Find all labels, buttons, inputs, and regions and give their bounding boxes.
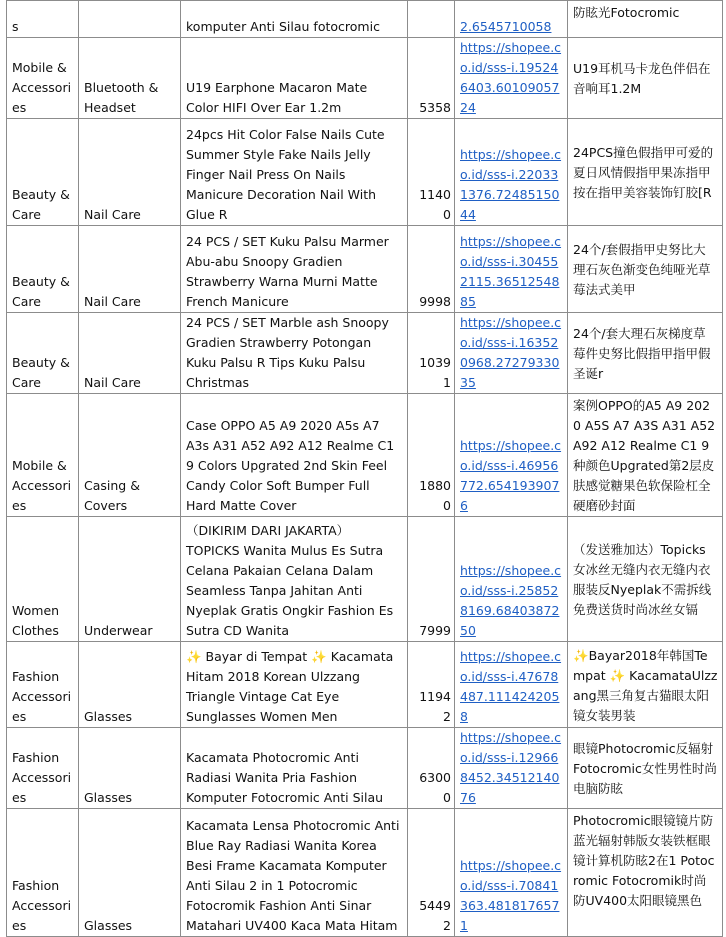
- product-name-cell: Kacamata Photocromic Anti Radiasi Wanita Pria Fashion Komputer Fotocromic Anti Silau: [181, 728, 408, 809]
- product-link[interactable]: https://shopee.co.id/sss-i.220331376.7248515044: [460, 147, 562, 222]
- translation-cell: （发送雅加达）Topicks女冰丝无缝内衣无缝内衣服装反Nyeplak不需拆线免费送货时尚冰丝女镉: [568, 517, 723, 642]
- subcategory-cell: Glasses: [79, 728, 181, 809]
- subcategory-cell: Nail Care: [79, 313, 181, 394]
- translation-text: Bayar2018年韩国Tempat ✨ KacamataUlzzang黑三角复古猫眼太阳镜女装男装: [573, 647, 718, 723]
- table-row: [7, 119, 723, 226]
- category-cell: Women Clothes: [7, 517, 79, 642]
- sparkle-icon: ✨: [573, 647, 589, 663]
- sales-cell: 10391: [408, 313, 455, 394]
- link-cell: [455, 226, 568, 313]
- table-row: [7, 1, 723, 38]
- product-name-cell: [181, 642, 408, 728]
- link-cell: [455, 728, 568, 809]
- translation-cell: 眼镜Photocromic反辐射Fotocromic女性男性时尚电脑防眩: [568, 728, 723, 809]
- product-name-cell: （DIKIRIM DARI JAKARTA） TOPICKS Wanita Mulus Es Sutra Celana Pakaian Celana Dalam Seamless Tanpa Jahitan Anti Nyeplak Gratis Ongkir Fashion Es Sutra CD Wanita: [181, 517, 408, 642]
- product-name-cell: komputer Anti Silau fotocromic: [181, 1, 408, 38]
- product-link[interactable]: https://shopee.co.id/sss-i.70841363.4818176571: [460, 858, 562, 933]
- translation-cell: [568, 642, 723, 728]
- link-cell: [455, 313, 568, 394]
- sales-cell: 5358: [408, 38, 455, 119]
- link-cell: [455, 642, 568, 728]
- table-row: [7, 38, 723, 119]
- product-table: [6, 0, 723, 937]
- subcategory-cell: Nail Care: [79, 119, 181, 226]
- category-cell: Fashion Accessories: [7, 728, 79, 809]
- product-name-text: Bayar di Tempat ✨ Kacamata Hitam 2018 Korean Ulzzang Triangle Vintage Cat Eye Sunglasses Women Men: [186, 649, 394, 724]
- category-cell: Mobile & Accessories: [7, 394, 79, 517]
- sales-cell: 7999: [408, 517, 455, 642]
- translation-cell: 24个/套大理石灰梯度草莓件史努比假指甲指甲假圣诞r: [568, 313, 723, 394]
- link-cell: [455, 394, 568, 517]
- sales-cell: [408, 1, 455, 38]
- product-link[interactable]: https://shopee.co.id/sss-i.304552115.3651254885: [460, 234, 562, 309]
- sales-cell: 18800: [408, 394, 455, 517]
- subcategory-cell: [79, 1, 181, 38]
- product-link[interactable]: https://shopee.co.id/sss-i.258528169.6840387250: [460, 563, 562, 638]
- translation-cell: 24PCS撞色假指甲可爱的夏日风情假指甲果冻指甲按在指甲美容装饰钉胶[R: [568, 119, 723, 226]
- product-name-cell: Kacamata Lensa Photocromic Anti Blue Ray Radiasi Wanita Korea Besi Frame Kacamata Komputer Anti Silau 2 in 1 Potocromic Fotocromik Fashion Anti Sinar Matahari UV400 Kaca Mata Hitam: [181, 809, 408, 937]
- table-row: [7, 728, 723, 809]
- product-link[interactable]: https://shopee.co.id/sss-i.129668452.3451214076: [460, 730, 562, 805]
- product-name-cell: U19 Earphone Macaron Mate Color HIFI Over Ear 1.2m: [181, 38, 408, 119]
- table-row: [7, 313, 723, 394]
- subcategory-cell: Nail Care: [79, 226, 181, 313]
- category-cell: Beauty & Care: [7, 119, 79, 226]
- product-link[interactable]: https://shopee.co.id/sss-i.163520968.2727933035: [460, 315, 562, 390]
- translation-cell: Photocromic眼镜镜片防蓝光辐射韩版女装铁框眼镜计算机防眩2在1 Potocromic Fotocromik时尚防UV400太阳眼镜黑色: [568, 809, 723, 937]
- sales-cell: 11400: [408, 119, 455, 226]
- product-link[interactable]: https://shopee.co.id/sss-i.195246403.6010905724: [460, 40, 562, 115]
- sales-cell: 63000: [408, 728, 455, 809]
- product-name-cell: 24pcs Hit Color False Nails Cute Summer Style Fake Nails Jelly Finger Nail Press On Nails Manicure Decoration Nail With Glue R: [181, 119, 408, 226]
- product-link[interactable]: https://shopee.co.id/sss-i.47678487.1114242058: [460, 649, 562, 724]
- product-name-cell: 24 PCS / SET Marble ash Snoopy Gradien Strawberry Potongan Kuku Palsu R Tips Kuku Palsu Christmas: [181, 313, 408, 394]
- link-cell: [455, 1, 568, 38]
- sales-cell: 54492: [408, 809, 455, 937]
- product-link[interactable]: https://shopee.co.id/sss-i.46956772.6541939076: [460, 438, 562, 513]
- subcategory-cell: Underwear: [79, 517, 181, 642]
- subcategory-cell: Casing & Covers: [79, 394, 181, 517]
- category-cell: Mobile & Accessories: [7, 38, 79, 119]
- link-cell: [455, 119, 568, 226]
- category-cell: Fashion Accessories: [7, 809, 79, 937]
- sales-cell: 9998: [408, 226, 455, 313]
- category-cell: Beauty & Care: [7, 313, 79, 394]
- product-name-cell: Case OPPO A5 A9 2020 A5s A7 A3s A31 A52 A92 A12 Realme C1 9 Colors Upgrated 2nd Skin Feel Candy Color Soft Bumper Full Hard Matte Cover: [181, 394, 408, 517]
- translation-cell: 案例OPPO的A5 A9 2020 A5S A7 A3S A31 A52 A92 A12 Realme C1 9种颜色Upgrated第2层皮肤感觉糖果色软保险杠全硬磨砂封面: [568, 394, 723, 517]
- subcategory-cell: Glasses: [79, 809, 181, 937]
- table-row: [7, 517, 723, 642]
- category-cell: s: [7, 1, 79, 38]
- link-cell: [455, 517, 568, 642]
- category-cell: Fashion Accessories: [7, 642, 79, 728]
- table-row: [7, 642, 723, 728]
- translation-cell: 24个/套假指甲史努比大理石灰色渐变色纯哑光草莓法式美甲: [568, 226, 723, 313]
- table-row: [7, 809, 723, 937]
- category-cell: Beauty & Care: [7, 226, 79, 313]
- translation-cell: 防眩光Fotocromic: [568, 1, 723, 38]
- translation-cell: U19耳机马卡龙色伴侣在音响耳1.2M: [568, 38, 723, 119]
- link-cell: [455, 38, 568, 119]
- sparkle-icon: ✨: [186, 649, 202, 664]
- product-link[interactable]: 2.6545710058: [460, 19, 552, 34]
- sales-cell: 11942: [408, 642, 455, 728]
- table-row: [7, 226, 723, 313]
- product-name-cell: 24 PCS / SET Kuku Palsu Marmer Abu-abu Snoopy Gradien Strawberry Warna Murni Matte French Manicure: [181, 226, 408, 313]
- subcategory-cell: Bluetooth & Headset: [79, 38, 181, 119]
- link-cell: [455, 809, 568, 937]
- subcategory-cell: Glasses: [79, 642, 181, 728]
- table-row: [7, 394, 723, 517]
